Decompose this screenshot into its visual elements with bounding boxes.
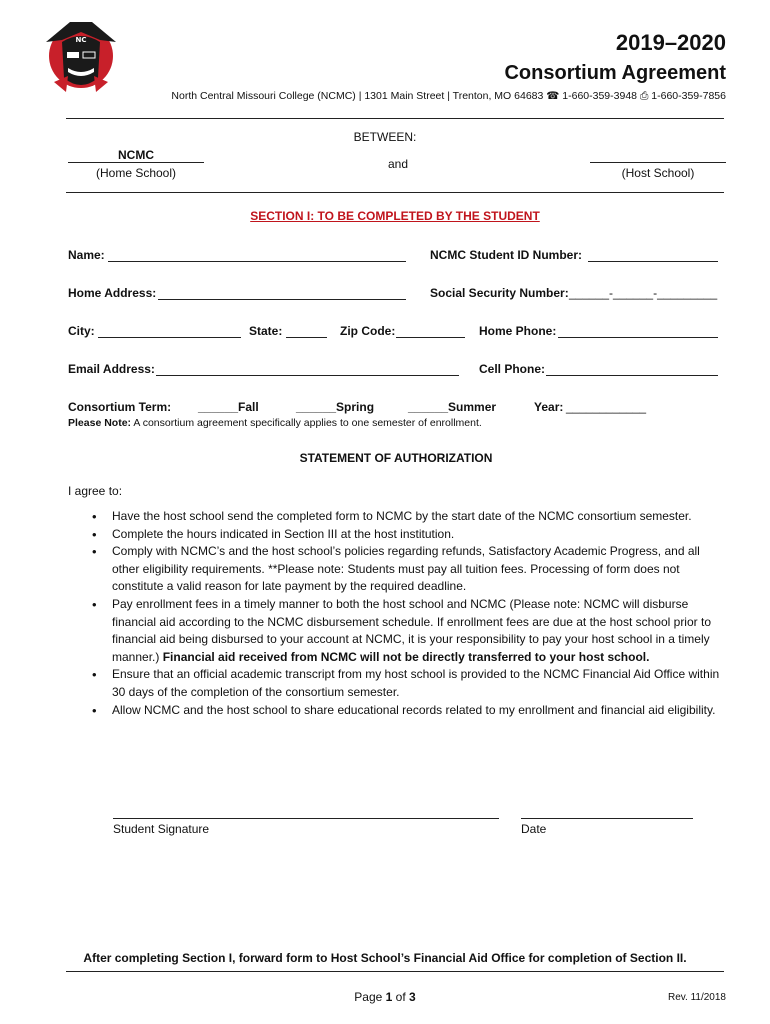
home-phone-label: Home Phone: <box>479 324 557 338</box>
page-of: of <box>395 990 406 1004</box>
agreement-item: • Complete the hours indicated in Section III at the host institution. <box>92 526 728 544</box>
page-total: 3 <box>409 990 416 1004</box>
state-field[interactable] <box>286 337 327 338</box>
phone-number: 1-660-359-3948 <box>562 90 638 102</box>
email-field[interactable] <box>156 375 459 376</box>
college-address <box>171 90 726 103</box>
student-signature-label: Student Signature <box>113 822 210 836</box>
home-school-label: (Home School) <box>95 166 177 180</box>
term-fall-option[interactable]: ______Fall <box>198 400 259 414</box>
logo-text: NC <box>75 36 87 44</box>
host-school-label: (Host School) <box>621 166 695 180</box>
host-school-line[interactable] <box>590 162 726 163</box>
fax-icon: ⎙ <box>639 90 649 102</box>
state-label: State: <box>249 324 283 338</box>
term-summer-option[interactable]: ______Summer <box>408 400 497 414</box>
please-note-label: Please Note: <box>68 417 132 429</box>
term-year-label: Year: <box>534 400 564 414</box>
ssn-label: Social Security Number: <box>430 286 569 300</box>
header-divider <box>66 118 724 119</box>
cell-phone-label: Cell Phone: <box>479 362 546 376</box>
please-note-text: A consortium agreement specifically applies to one semester of enrollment. <box>133 417 482 429</box>
term-spring-option[interactable]: ______Spring <box>296 400 375 414</box>
consortium-term-label: Consortium Term: <box>68 400 172 414</box>
home-school-name: NCMC <box>118 148 154 162</box>
please-note <box>68 417 482 429</box>
page-prefix: Page <box>354 990 383 1004</box>
student-id-field[interactable] <box>588 261 718 262</box>
city-label: City: <box>68 324 95 338</box>
agreement-item-text: Pay enrollment fees in a timely manner to both the host school and NCMC (Please note: NCMC will disburse financial aid according to the NCMC disbursement schedule. If enrollment fees are due at the host school prior to financial aid being disbursed to your account at NCMC, it is your responsibility to pay your host school in a timely manner.) <box>112 596 711 664</box>
fax-number: 1-660-359-7856 <box>651 90 726 102</box>
cell-phone-field[interactable] <box>546 375 718 376</box>
form-year: 2019–2020 <box>615 30 726 55</box>
address-text: North Central Missouri College (NCMC) | 1301 Main Street | Trenton, MO 64683 <box>171 90 544 102</box>
zip-label: Zip Code: <box>340 324 396 338</box>
student-signature-field[interactable] <box>113 818 499 819</box>
home-address-label: Home Address: <box>68 286 157 300</box>
term-year-field[interactable]: ____________ <box>566 400 647 414</box>
phone-icon: ☎ <box>546 90 560 102</box>
ssn-field[interactable]: ______-______-_________ <box>569 286 718 300</box>
parties-divider <box>66 192 724 193</box>
agreement-item: • Comply with NCMC’s and the host school’s policies regarding refunds, Satisfactory Academic Progress, and all other eligibility requirements. **Please note: Students must pay all tuition fees. Processing of form does not constitute a valid reason for late payment by the required deadline. <box>92 543 728 596</box>
agreement-item: • Allow NCMC and the host school to share educational records related to my enrollment and financial aid eligibility. <box>92 702 728 720</box>
footer-divider <box>66 971 724 972</box>
email-label: Email Address: <box>68 362 155 376</box>
page-current: 1 <box>385 990 393 1004</box>
revision-date: Rev. 11/2018 <box>667 992 726 1003</box>
agreement-item <box>92 596 728 666</box>
section1-title: SECTION I: TO BE COMPLETED BY THE STUDENT <box>250 209 540 223</box>
form-title: Consortium Agreement <box>504 62 726 84</box>
zip-field[interactable] <box>396 337 465 338</box>
date-field[interactable] <box>521 818 693 819</box>
name-label: Name: <box>68 248 105 262</box>
home-phone-field[interactable] <box>558 337 718 338</box>
agreement-item: • Ensure that an official academic transcript from my host school is provided to the NCMC Financial Aid Office within 30 days of the completion of the consortium semester. <box>92 666 728 701</box>
date-label: Date <box>521 822 547 836</box>
footer-instruction: After completing Section I, forward form to Host School’s Financial Aid Office for completion of Section II. <box>83 951 687 965</box>
student-id-label: NCMC Student ID Number: <box>430 248 582 262</box>
agree-intro: I agree to: <box>68 484 123 498</box>
agreement-list <box>92 508 728 719</box>
home-address-field[interactable] <box>158 299 406 300</box>
authorization-title: STATEMENT OF AUTHORIZATION <box>299 451 493 465</box>
and-label: and <box>387 157 409 171</box>
between-label: BETWEEN: <box>353 130 417 144</box>
ncmc-pirate-logo <box>40 12 122 104</box>
name-field[interactable] <box>108 261 406 262</box>
city-field[interactable] <box>98 337 241 338</box>
page-number <box>0 990 770 1004</box>
agreement-item: • Have the host school send the completed form to NCMC by the start date of the NCMC consortium semester. <box>92 508 728 526</box>
agreement-item-bold: Financial aid received from NCMC will not be directly transferred to your host school. <box>162 649 650 664</box>
